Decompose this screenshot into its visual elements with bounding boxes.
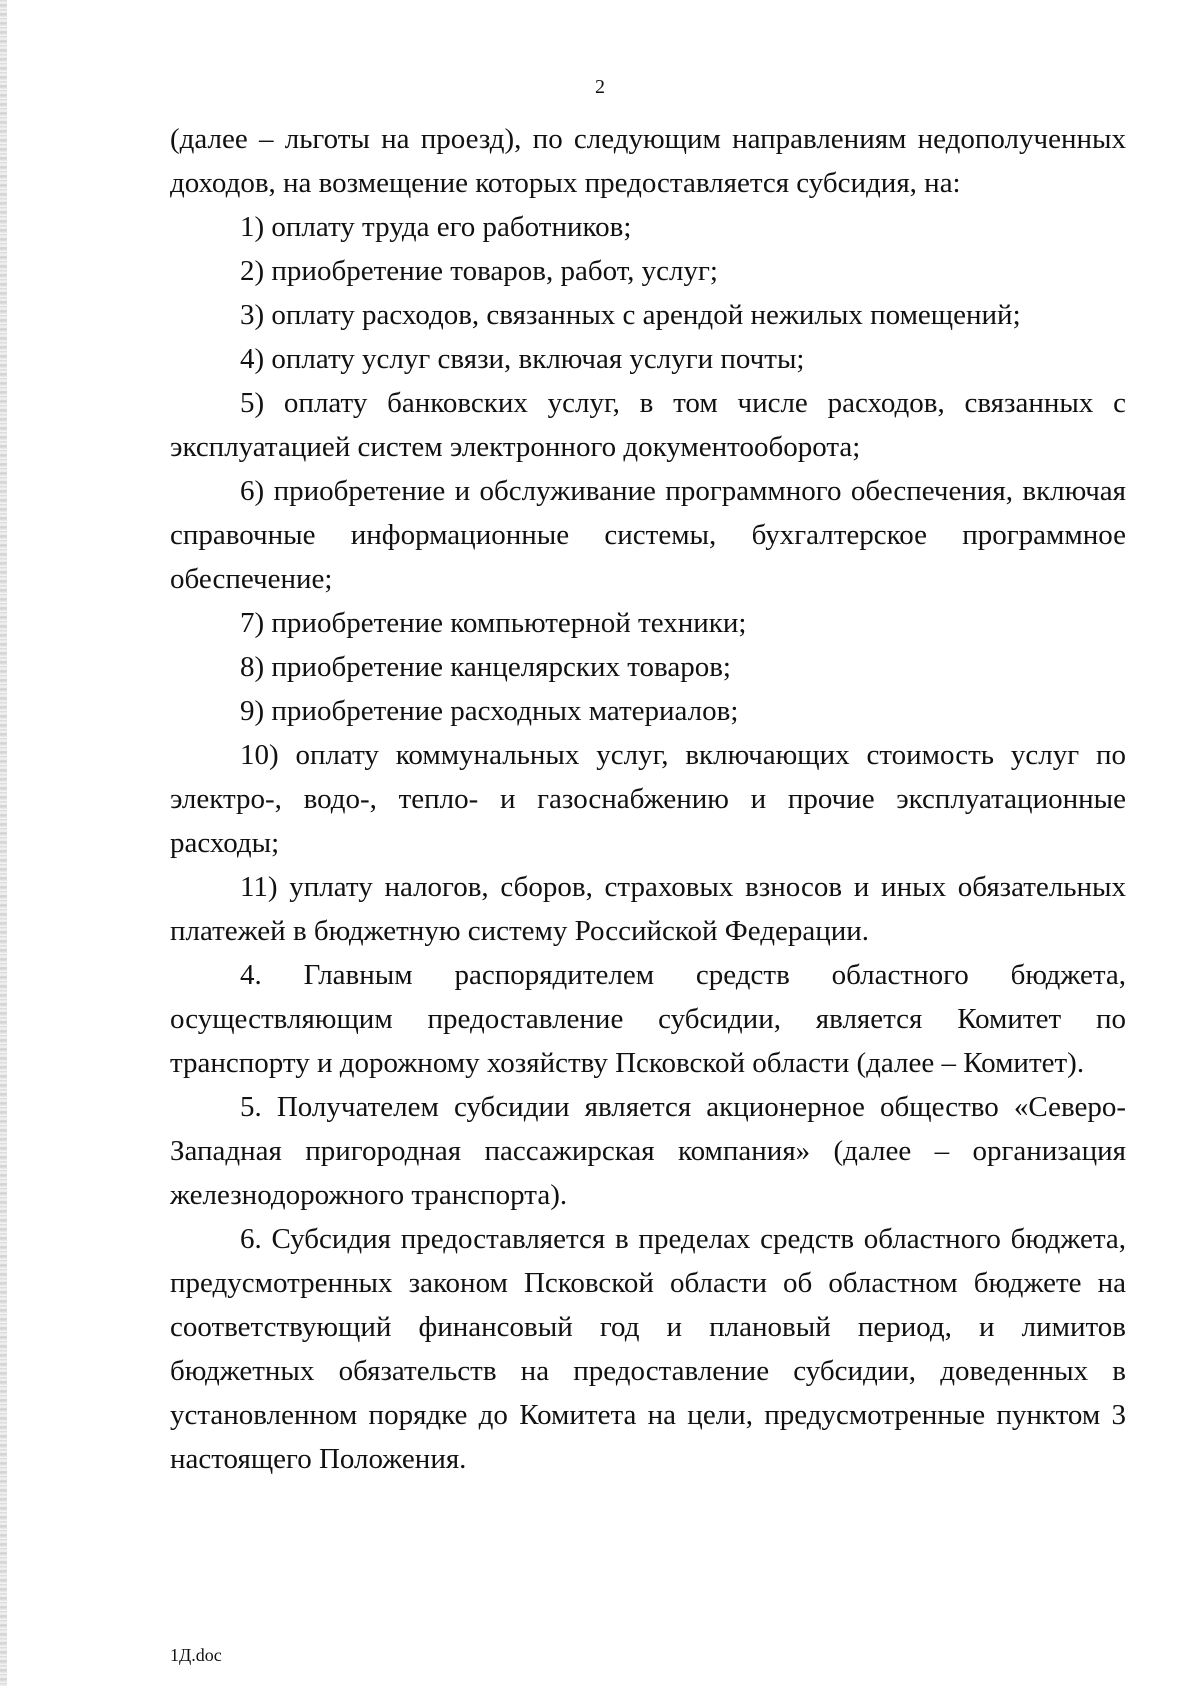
document-body xyxy=(170,117,1126,1481)
list-item-7: 7) приобретение компьютерной техники; xyxy=(240,607,747,639)
list-item-10: 10) оплату коммунальных услуг, включающих стоимость услуг по электро-, водо-, тепло- и газоснабжению и прочие эксплуатационные расходы; xyxy=(170,739,1126,859)
clause-6: 6. Субсидия предоставляется в пределах средств областного бюджета, предусмотренных законом Псковской области об областном бюджете на соответствующий финансовый год и плановый период, и лимитов бюджетных обязательств на предоставление субсидии, доведенных в установленном порядке до Комитета на цели, предусмотренные пунктом 3 настоящего Положения. xyxy=(170,1223,1126,1475)
list-item-11: 11) уплату налогов, сборов, страховых взносов и иных обязательных платежей в бюджетную систему Российской Федерации. xyxy=(170,871,1126,947)
paragraph-continuation: (далее – льготы на проезд), по следующим направлениям недополученных доходов, на возмещение которых предоставляется субсидия, на: xyxy=(170,123,1126,199)
list-item-1: 1) оплату труда его работников; xyxy=(240,211,632,243)
list-item-6: 6) приобретение и обслуживание программного обеспечения, включая справочные информационные системы, бухгалтерское программное обеспечение; xyxy=(170,475,1126,595)
list-item-3: 3) оплату расходов, связанных с арендой нежилых помещений; xyxy=(240,299,1021,331)
list-item-9: 9) приобретение расходных материалов; xyxy=(240,695,739,727)
list-item-5: 5) оплату банковских услуг, в том числе расходов, связанных с эксплуатацией систем электронного документооборота; xyxy=(170,387,1126,463)
clause-4: 4. Главным распорядителем средств областного бюджета, осуществляющим предоставление субсидии, является Комитет по транспорту и дорожному хозяйству Псковской области (далее – Комитет). xyxy=(170,959,1126,1079)
list-item-4: 4) оплату услуг связи, включая услуги почты; xyxy=(240,343,805,375)
page-number: 2 xyxy=(595,76,605,98)
list-item-2: 2) приобретение товаров, работ, услуг; xyxy=(240,255,718,287)
scan-edge xyxy=(0,0,7,1686)
clause-5: 5. Получателем субсидии является акционерное общество «Северо-Западная пригородная пассажирская компания» (далее – организация железнодорожного транспорта). xyxy=(170,1091,1126,1211)
file-name-footer: 1Д.doc xyxy=(170,1645,222,1665)
list-item-8: 8) приобретение канцелярских товаров; xyxy=(240,651,731,683)
